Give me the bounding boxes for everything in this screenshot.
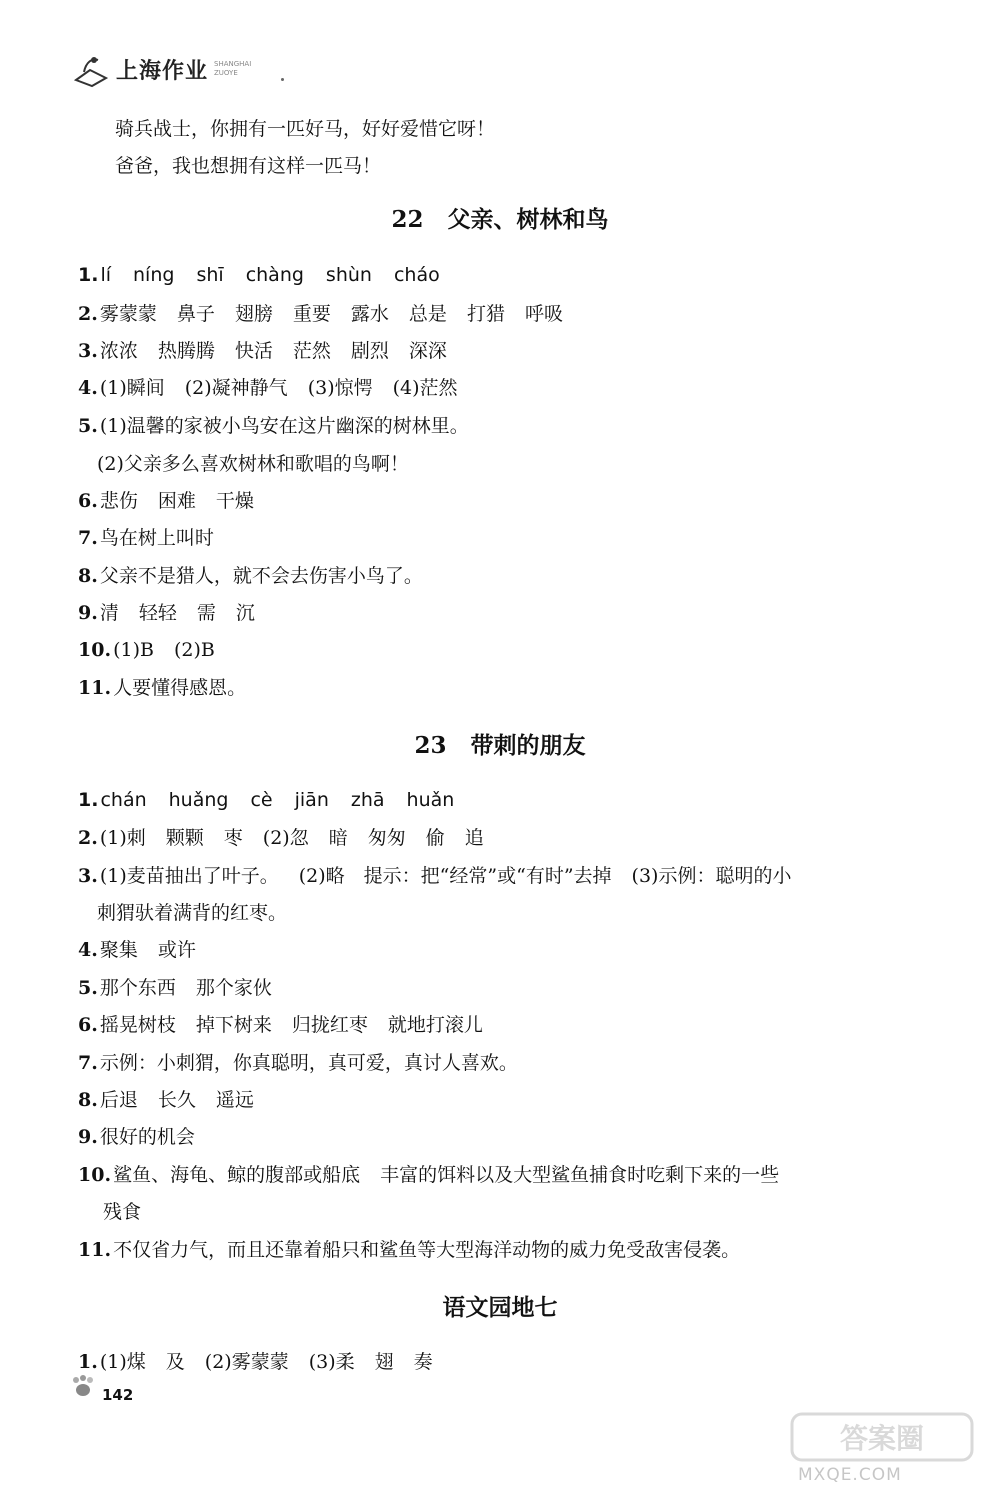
- l22-q5a: 5. (1)温馨的家被小鸟安在这片幽深的树林里。: [78, 415, 469, 437]
- l23-q6: 6. 摇晃树枝 掉下树来 归拢红枣 就地打滚儿: [78, 1014, 483, 1036]
- l22-q3: 3. 浓浓 热腾腾 快活 茫然 剧烈 深深: [78, 340, 447, 362]
- garden-7-title: 语文园地七: [442, 1295, 558, 1321]
- paw-print-icon: [68, 1374, 98, 1404]
- l23-q2: 2. (1)刺 颗颗 枣 (2)忽 暗 匆匆 偷 追: [78, 827, 484, 849]
- l22-q1: 1. lí níng shī chàng shùn cháo: [78, 264, 440, 286]
- l22-q8: 8. 父亲不是猎人，就不会去伤害小鸟了。: [78, 565, 423, 587]
- page-number: 142: [102, 1386, 134, 1404]
- l23-q9: 9. 很好的机会: [78, 1126, 195, 1148]
- svg-text:答案圈: 答案圈: [839, 1422, 925, 1455]
- l23-q3-line1: 3. (1)麦苗抽出了叶子。 (2)略 提示：把“经常”或“有时”去掉 (3)示例：聪明的小: [78, 865, 792, 887]
- l22-q10: 10. (1)B (2)B: [78, 639, 215, 661]
- watermark-text: MXQE.COM: [798, 1465, 902, 1485]
- l23-q1: 1. chán huǎng cè jiān zhā huǎn: [78, 789, 455, 811]
- l23-q8: 8. 后退 长久 遥远: [78, 1089, 254, 1111]
- lesson-22-title: 22 父亲、树林和鸟: [391, 206, 609, 233]
- l23-q10-line1: 10. 鲨鱼、海龟、鲸的腹部或船底 丰富的饵料以及大型鲨鱼捕食时吃剩下来的一些: [78, 1164, 780, 1186]
- page-footer: [68, 1374, 133, 1404]
- watermark-logo: [790, 1410, 980, 1469]
- l23-q3-line2: 刺猬驮着满背的红枣。: [97, 902, 288, 924]
- watermark: [790, 1410, 980, 1485]
- header-subtitle: SHANGHAI ZUOYE: [214, 60, 252, 77]
- l22-q5b: (2)父亲多么喜欢树林和歌唱的鸟啊！: [97, 453, 409, 475]
- l23-q11: 11. 不仅省力气，而且还靠着船只和鲨鱼等大型海洋动物的威力免受敌害侵袭。: [78, 1239, 741, 1261]
- l23-q10-line2: 残食: [103, 1201, 142, 1223]
- book-logo-icon: [72, 50, 110, 88]
- intro-line-1: 骑兵战士，你拥有一匹好马，好好爱惜它呀！: [115, 118, 496, 140]
- l23-q5: 5. 那个东西 那个家伙: [78, 977, 272, 999]
- l22-q11: 11. 人要懂得感恩。: [78, 677, 247, 699]
- intro-line-2: 爸爸，我也想拥有这样一匹马！: [115, 155, 382, 177]
- l22-q7: 7. 鸟在树上叫时: [78, 527, 214, 549]
- lesson-23-title: 23 带刺的朋友: [414, 732, 586, 759]
- l22-q4: 4. (1)瞬间 (2)凝神静气 (3)惊愕 (4)茫然: [78, 377, 458, 399]
- l23-q4: 4. 聚集 或许: [78, 939, 196, 961]
- l22-q9: 9. 清 轻轻 需 沉: [78, 602, 255, 624]
- l23-q7: 7. 示例：小刺猬，你真聪明，真可爱，真讨人喜欢。: [78, 1052, 518, 1074]
- page-header: [72, 50, 284, 88]
- l22-q6: 6. 悲伤 困难 干燥: [78, 490, 254, 512]
- garden7-q1: 1. (1)煤 及 (2)雾蒙蒙 (3)柔 翅 奏: [78, 1351, 433, 1373]
- header-title: 上海作业: [116, 58, 209, 84]
- header-dot: [281, 78, 284, 81]
- l22-q2: 2. 雾蒙蒙 鼻子 翅膀 重要 露水 总是 打猎 呼吸: [78, 303, 563, 325]
